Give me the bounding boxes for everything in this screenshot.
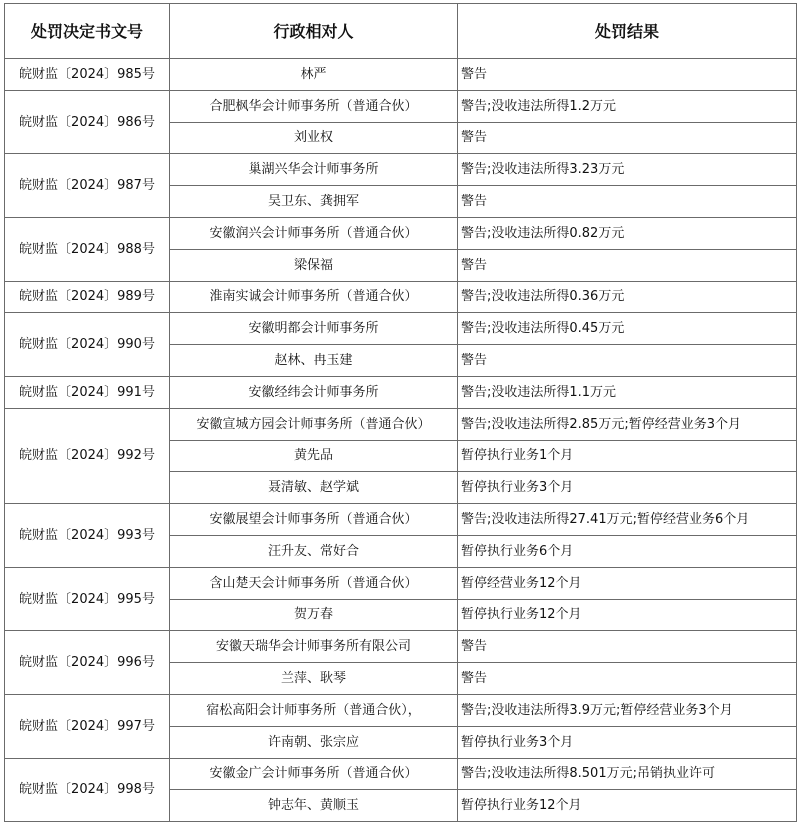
cell-result: 警告;没收违法所得0.45万元 xyxy=(458,313,797,345)
table-row xyxy=(5,154,797,186)
cell-party: 黄先品 xyxy=(170,440,458,472)
cell-result: 警告;没收违法所得3.23万元 xyxy=(458,154,797,186)
table-row xyxy=(5,694,797,726)
cell-party: 赵林、冉玉建 xyxy=(170,345,458,377)
cell-party: 安徽润兴会计师事务所（普通合伙） xyxy=(170,217,458,249)
cell-party: 汪升友、常好合 xyxy=(170,535,458,567)
cell-doc-no: 皖财监〔2024〕987号 xyxy=(5,154,170,218)
table-row xyxy=(5,281,797,313)
table-row xyxy=(5,90,797,122)
cell-party: 安徽明都会计师事务所 xyxy=(170,313,458,345)
cell-result: 警告 xyxy=(458,345,797,377)
cell-party: 巢湖兴华会计师事务所 xyxy=(170,154,458,186)
cell-party: 钟志年、黄顺玉 xyxy=(170,790,458,822)
cell-result: 警告;没收违法所得3.9万元;暂停经营业务3个月 xyxy=(458,694,797,726)
cell-party: 安徽宣城方园会计师事务所（普通合伙） xyxy=(170,408,458,440)
table-row xyxy=(5,504,797,536)
header-party: 行政相对人 xyxy=(170,4,458,59)
cell-result: 警告 xyxy=(458,663,797,695)
table-row xyxy=(5,567,797,599)
cell-result: 暂停执行业务3个月 xyxy=(458,726,797,758)
cell-result: 暂停执行业务6个月 xyxy=(458,535,797,567)
cell-party: 贺万春 xyxy=(170,599,458,631)
cell-doc-no: 皖财监〔2024〕991号 xyxy=(5,376,170,408)
cell-party: 安徽金广会计师事务所（普通合伙） xyxy=(170,758,458,790)
table-row xyxy=(5,631,797,663)
cell-party: 许南朝、张宗应 xyxy=(170,726,458,758)
table-row xyxy=(5,758,797,790)
cell-result: 暂停经营业务12个月 xyxy=(458,567,797,599)
cell-result: 警告 xyxy=(458,249,797,281)
cell-doc-no: 皖财监〔2024〕988号 xyxy=(5,217,170,281)
cell-doc-no: 皖财监〔2024〕986号 xyxy=(5,90,170,154)
cell-result: 警告;没收违法所得27.41万元;暂停经营业务6个月 xyxy=(458,504,797,536)
cell-doc-no: 皖财监〔2024〕993号 xyxy=(5,504,170,568)
cell-party: 吴卫东、龚拥军 xyxy=(170,186,458,218)
cell-doc-no: 皖财监〔2024〕985号 xyxy=(5,59,170,91)
table-row xyxy=(5,313,797,345)
penalty-table xyxy=(4,3,797,822)
cell-result: 警告;没收违法所得0.82万元 xyxy=(458,217,797,249)
cell-party: 含山楚天会计师事务所（普通合伙） xyxy=(170,567,458,599)
cell-result: 暂停执行业务3个月 xyxy=(458,472,797,504)
cell-result: 警告 xyxy=(458,186,797,218)
cell-doc-no: 皖财监〔2024〕998号 xyxy=(5,758,170,822)
table-body xyxy=(5,59,797,822)
cell-result: 警告;没收违法所得0.36万元 xyxy=(458,281,797,313)
cell-party: 林严 xyxy=(170,59,458,91)
cell-doc-no: 皖财监〔2024〕990号 xyxy=(5,313,170,377)
cell-party: 安徽天瑞华会计师事务所有限公司 xyxy=(170,631,458,663)
cell-party: 梁保福 xyxy=(170,249,458,281)
cell-party: 聂清敏、赵学斌 xyxy=(170,472,458,504)
cell-result: 警告;没收违法所得1.2万元 xyxy=(458,90,797,122)
cell-doc-no: 皖财监〔2024〕997号 xyxy=(5,694,170,758)
cell-result: 警告;没收违法所得2.85万元;暂停经营业务3个月 xyxy=(458,408,797,440)
cell-party: 安徽展望会计师事务所（普通合伙） xyxy=(170,504,458,536)
cell-result: 暂停执行业务12个月 xyxy=(458,599,797,631)
table-row xyxy=(5,376,797,408)
cell-result: 警告 xyxy=(458,122,797,154)
cell-result: 警告 xyxy=(458,631,797,663)
cell-party: 刘业权 xyxy=(170,122,458,154)
cell-result: 警告;没收违法所得1.1万元 xyxy=(458,376,797,408)
cell-doc-no: 皖财监〔2024〕992号 xyxy=(5,408,170,503)
cell-party: 宿松高阳会计师事务所（普通合伙）， xyxy=(170,694,458,726)
table-row xyxy=(5,59,797,91)
header-result: 处罚结果 xyxy=(458,4,797,59)
cell-party: 淮南实诚会计师事务所（普通合伙） xyxy=(170,281,458,313)
cell-party: 合肥枫华会计师事务所（普通合伙） xyxy=(170,90,458,122)
cell-result: 暂停执行业务1个月 xyxy=(458,440,797,472)
cell-result: 警告 xyxy=(458,59,797,91)
cell-result: 暂停执行业务12个月 xyxy=(458,790,797,822)
table-row xyxy=(5,408,797,440)
header-doc-no: 处罚决定书文号 xyxy=(5,4,170,59)
cell-party: 安徽经纬会计师事务所 xyxy=(170,376,458,408)
cell-party: 兰萍、耿琴 xyxy=(170,663,458,695)
cell-doc-no: 皖财监〔2024〕996号 xyxy=(5,631,170,695)
cell-doc-no: 皖财监〔2024〕989号 xyxy=(5,281,170,313)
header-row xyxy=(5,4,797,59)
table-row xyxy=(5,217,797,249)
cell-result: 警告;没收违法所得8.501万元;吊销执业许可 xyxy=(458,758,797,790)
cell-doc-no: 皖财监〔2024〕995号 xyxy=(5,567,170,631)
